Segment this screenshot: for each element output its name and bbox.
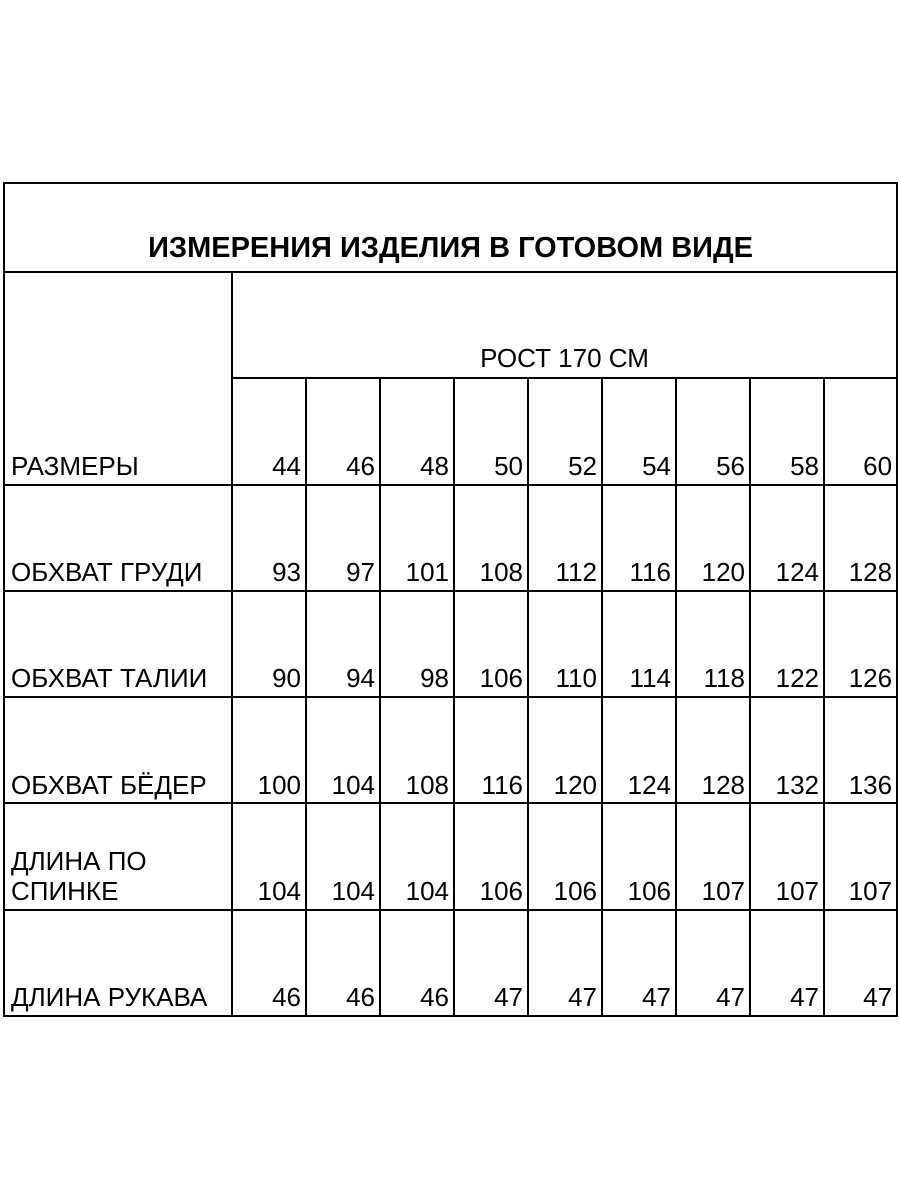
title-row (4, 183, 897, 272)
row-label-line: ОБХВАТ БЁДЕР (11, 769, 207, 800)
value-cell: 47 (750, 910, 824, 1016)
value-cell: 46 (232, 910, 306, 1016)
value-cell: 106 (454, 591, 528, 697)
table-row-waist (4, 591, 897, 697)
value-cell: 47 (528, 910, 602, 1016)
value-cell: 100 (232, 697, 306, 803)
value-cell: 106 (454, 803, 528, 909)
value-cell: 47 (676, 910, 750, 1016)
size-cell: 58 (750, 378, 824, 484)
value-cell: 124 (602, 697, 676, 803)
height-header-row (4, 272, 897, 378)
value-cell: 104 (232, 803, 306, 909)
size-cell: 50 (454, 378, 528, 484)
table-row-chest (4, 485, 897, 591)
value-cell: 98 (380, 591, 454, 697)
size-cell: 44 (232, 378, 306, 484)
row-label (4, 697, 232, 803)
row-label-line: ОБХВАТ ТАЛИИ (11, 663, 208, 694)
value-cell: 108 (380, 697, 454, 803)
table-row-back-length (4, 803, 897, 909)
row-label (4, 485, 232, 591)
size-cell: 52 (528, 378, 602, 484)
value-cell: 126 (824, 591, 897, 697)
value-cell: 136 (824, 697, 897, 803)
value-cell: 112 (528, 485, 602, 591)
value-cell: 107 (824, 803, 897, 909)
row-label (4, 910, 232, 1016)
value-cell: 122 (750, 591, 824, 697)
value-cell: 93 (232, 485, 306, 591)
value-cell: 116 (602, 485, 676, 591)
sizes-label: РАЗМЕРЫ (4, 272, 232, 485)
value-cell: 107 (750, 803, 824, 909)
value-cell: 106 (602, 803, 676, 909)
value-cell: 104 (380, 803, 454, 909)
value-cell: 128 (676, 697, 750, 803)
size-cell: 60 (824, 378, 897, 484)
table-row-sleeve-length (4, 910, 897, 1016)
value-cell: 90 (232, 591, 306, 697)
value-cell: 114 (602, 591, 676, 697)
size-chart-table (3, 182, 898, 1017)
row-label-line: ДЛИНА ПО (11, 845, 147, 876)
value-cell: 107 (676, 803, 750, 909)
row-label-line: СПИНКЕ (11, 875, 119, 906)
value-cell: 46 (306, 910, 380, 1016)
value-cell: 110 (528, 591, 602, 697)
value-cell: 106 (528, 803, 602, 909)
value-cell: 116 (454, 697, 528, 803)
value-cell: 104 (306, 697, 380, 803)
value-cell: 94 (306, 591, 380, 697)
value-cell: 46 (380, 910, 454, 1016)
size-cell: 56 (676, 378, 750, 484)
value-cell: 97 (306, 485, 380, 591)
row-label (4, 591, 232, 697)
height-header: РОСТ 170 СМ (232, 272, 897, 378)
row-label-line: ОБХВАТ ГРУДИ (11, 557, 203, 588)
row-label-line: ДЛИНА РУКАВА (11, 982, 208, 1013)
value-cell: 47 (454, 910, 528, 1016)
table-title: ИЗМЕРЕНИЯ ИЗДЕЛИЯ В ГОТОВОМ ВИДЕ (4, 183, 897, 272)
size-cell: 54 (602, 378, 676, 484)
value-cell: 108 (454, 485, 528, 591)
value-cell: 128 (824, 485, 897, 591)
value-cell: 47 (602, 910, 676, 1016)
value-cell: 124 (750, 485, 824, 591)
table-row-hips (4, 697, 897, 803)
size-cell: 48 (380, 378, 454, 484)
value-cell: 120 (676, 485, 750, 591)
value-cell: 101 (380, 485, 454, 591)
value-cell: 104 (306, 803, 380, 909)
value-cell: 118 (676, 591, 750, 697)
value-cell: 132 (750, 697, 824, 803)
size-cell: 46 (306, 378, 380, 484)
value-cell: 120 (528, 697, 602, 803)
value-cell: 47 (824, 910, 897, 1016)
row-label (4, 803, 232, 909)
